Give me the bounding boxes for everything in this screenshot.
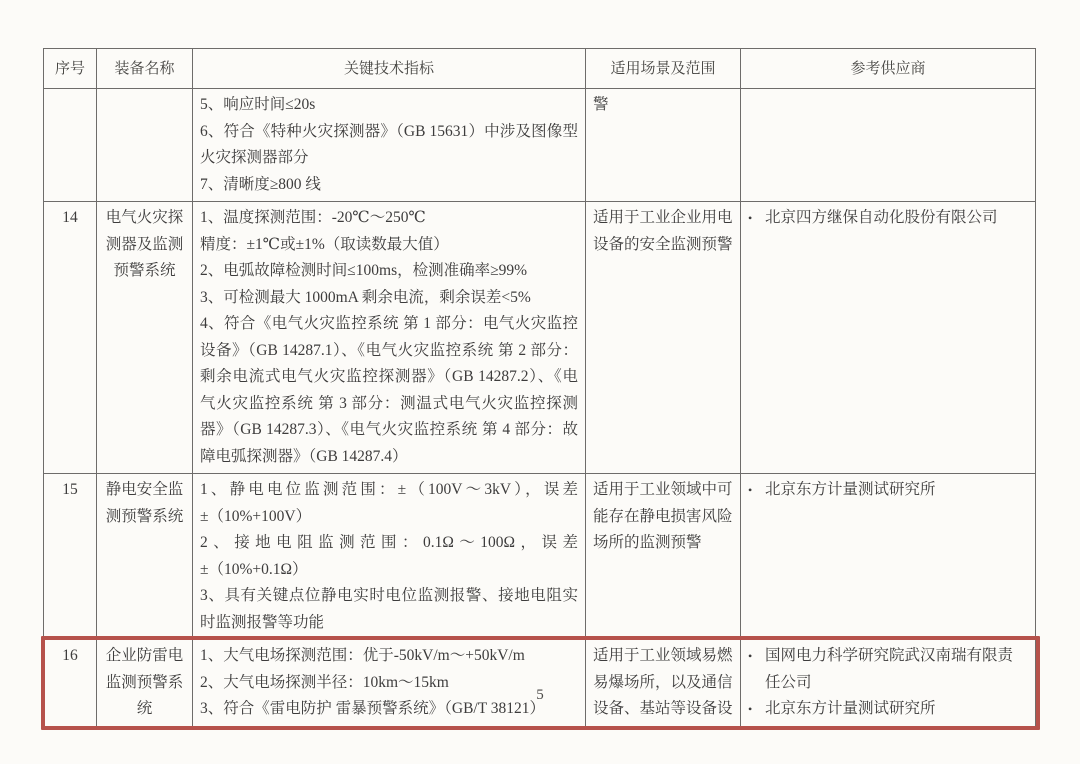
col-header-key-indicators: 关键技术指标 bbox=[193, 49, 586, 89]
supplier-name: 北京东方计量测试研究所 bbox=[765, 481, 936, 498]
indicator-line: 4、符合《电气火灾监控系统 第 1 部分：电气火灾监控设备》（GB 14287.1）、《电气火灾监控系统 第 2 部分：剩余电流式电气火灾监控探测器》（GB 14287.2）、《电气火灾监控系统 第 3 部分：测温式电气火灾监控探测器》（GB 14287.3）、《电气火灾监控系统 第 4 部分：故障电弧探测器》（GB 14287.4） bbox=[200, 315, 578, 465]
cell-indicators bbox=[193, 202, 586, 474]
cell-suppliers bbox=[741, 89, 1036, 202]
supplier-name: 北京四方继保自动化股份有限公司 bbox=[765, 209, 998, 226]
col-header-suppliers: 参考供应商 bbox=[741, 49, 1036, 89]
col-header-serial: 序号 bbox=[44, 49, 97, 89]
cell-suppliers bbox=[741, 640, 1036, 727]
cell-scenario bbox=[586, 202, 741, 474]
bullet-icon: • bbox=[748, 483, 753, 497]
scenario-text: 适用于工业领域易燃易爆场所，以及通信设备、基站等设备设 bbox=[593, 647, 733, 717]
cell-equipment-name: 静电安全监测预警系统 bbox=[97, 474, 193, 640]
supplier-name: 北京东方计量测试研究所 bbox=[765, 700, 936, 717]
cell-serial: 15 bbox=[44, 474, 97, 640]
indicator-line: 精度：±1℃或±1%（取读数最大值） bbox=[200, 235, 449, 253]
bullet-icon: • bbox=[748, 702, 753, 716]
cell-scenario bbox=[586, 474, 741, 640]
indicator-line: 2、电弧故障检测时间≤100ms，检测准确率≥99% bbox=[200, 262, 528, 279]
indicator-line: 3、具有关键点位静电实时电位监测报警、接地电阻实时监测报警等功能 bbox=[200, 587, 578, 631]
bullet-icon: • bbox=[748, 211, 753, 225]
indicator-line: 6、符合《特种火灾探测器》（GB 15631）中涉及图像型火灾探测器部分 bbox=[200, 122, 578, 166]
page-number: 5 bbox=[536, 687, 544, 703]
indicator-line: 1、静电电位监测范围：±（100V～3kV），误差±（10%+100V） bbox=[200, 481, 578, 525]
cell-scenario bbox=[586, 89, 741, 202]
indicator-line: 2、大气电场探测半径：10km～15km bbox=[200, 673, 449, 691]
col-header-equipment-name: 装备名称 bbox=[97, 49, 193, 89]
supplier-name: 国网电力科学研究院武汉南瑞有限责任公司 bbox=[765, 647, 1014, 691]
supplier-item bbox=[748, 477, 1028, 504]
scenario-text: 适用于工业企业用电设备的安全监测预警 bbox=[593, 209, 733, 253]
cell-equipment-name bbox=[97, 89, 193, 202]
indicator-line: 5、响应时间≤20s bbox=[200, 96, 316, 113]
cell-indicators bbox=[193, 640, 586, 727]
cell-equipment-name: 电气火灾探测器及监测预警系统 bbox=[97, 202, 193, 474]
equipment-table bbox=[43, 48, 1036, 727]
table-row-continuation bbox=[44, 89, 1036, 202]
cell-scenario bbox=[586, 640, 741, 727]
scenario-text: 警 bbox=[593, 96, 609, 113]
table-row-14 bbox=[44, 202, 1036, 474]
col-header-scenario: 适用场景及范围 bbox=[586, 49, 741, 89]
table-header-row bbox=[44, 49, 1036, 89]
indicator-line: 1、大气电场探测范围：优于-50kV/m～+50kV/m bbox=[200, 647, 525, 664]
indicator-line: 2、接地电阻监测范围：0.1Ω～100Ω，误差±（10%+0.1Ω） bbox=[200, 534, 578, 578]
indicator-line: 1、温度探测范围：-20℃～250℃ bbox=[200, 209, 426, 226]
cell-serial: 14 bbox=[44, 202, 97, 474]
cell-suppliers bbox=[741, 202, 1036, 474]
cell-suppliers bbox=[741, 474, 1036, 640]
cell-indicators bbox=[193, 474, 586, 640]
indicator-line: 3、符合《雷电防护 雷暴预警系统》（GB/T 38121） bbox=[200, 700, 546, 717]
supplier-item bbox=[748, 205, 1028, 232]
indicator-line: 7、清晰度≥800 线 bbox=[200, 175, 321, 193]
cell-indicators bbox=[193, 89, 586, 202]
bullet-icon: • bbox=[748, 649, 753, 663]
table-row-15 bbox=[44, 474, 1036, 640]
indicator-line: 3、可检测最大 1000mA 剩余电流，剩余误差<5% bbox=[200, 288, 531, 306]
cell-serial: 16 bbox=[44, 640, 97, 727]
cell-serial bbox=[44, 89, 97, 202]
cell-equipment-name: 企业防雷电监测预警系统 bbox=[97, 640, 193, 727]
table-row-16 bbox=[44, 640, 1036, 727]
scenario-text: 适用于工业领域中可能存在静电损害风险场所的监测预警 bbox=[593, 481, 733, 551]
